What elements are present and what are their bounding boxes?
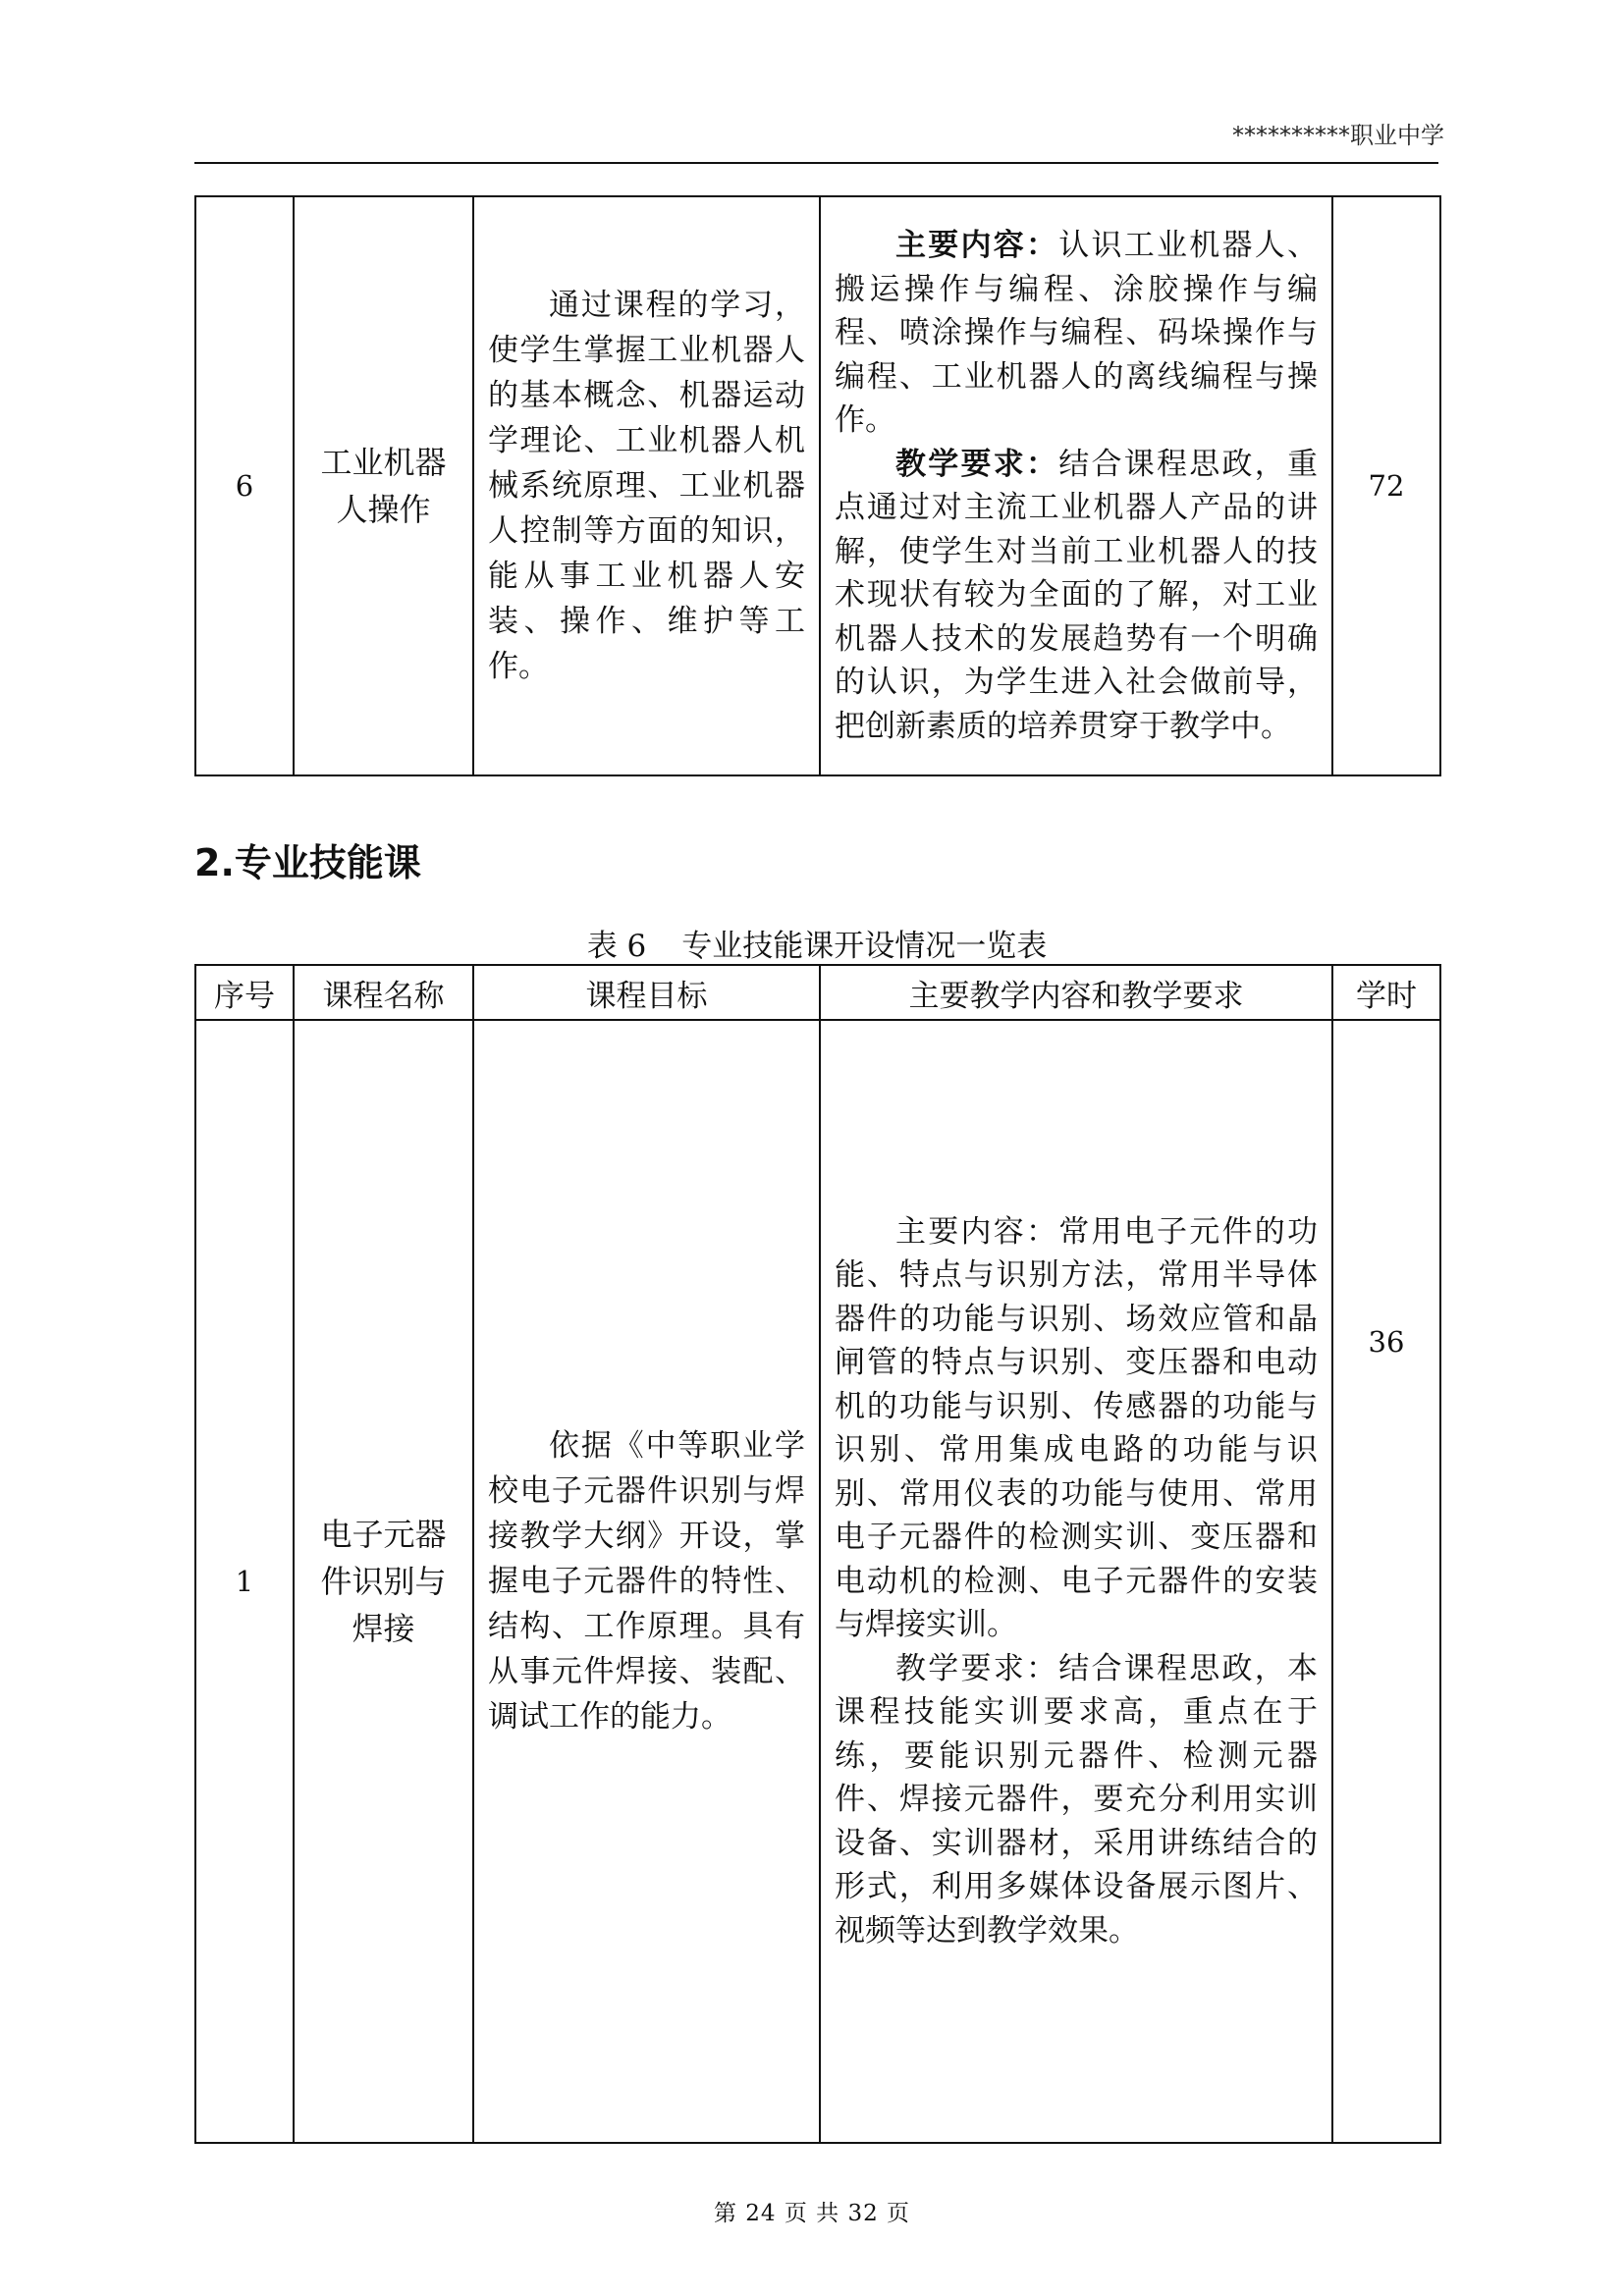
requirements-paragraph — [835, 443, 1348, 749]
table-caption-text: 专业技能课开设情况一览表 — [681, 929, 1048, 964]
main-content-paragraph: 主要内容：常用电子元件的功能、特点与识别方法，常用半导体器件的功能与识别、场效应管和晶闸管的特点与识别、变压器和电动机的功能与识别、传感器的功能与识别、常用集成电路的功能与识别、常用仪表的功能与使用、常用电子元器件的检测实训、变压器和电动机的检测、电子元器件的安装与焊接实训。 — [835, 1213, 1318, 1643]
table-caption — [194, 921, 1439, 965]
header-divider — [194, 162, 1438, 164]
page-number: 第 24 页 共 32 页 — [713, 2201, 911, 2226]
header-course-name: 课程名称 — [294, 965, 473, 1020]
header-hours: 学时 — [1332, 965, 1440, 1020]
row-number: 1 — [195, 1020, 294, 2143]
course-goal-text: 依据《中等职业学校电子元器件识别与焊接教学大纲》开设，掌握电子元器件的特性、结构、工作原理。具有从事元件焊接、装配、调试工作的能力。 — [488, 1428, 805, 1735]
course-content — [820, 196, 1348, 775]
table-header-row — [195, 965, 1440, 1020]
course-hours: 72 — [1332, 196, 1440, 775]
skills-course-table — [194, 964, 1441, 2144]
main-content-label: 主要内容： — [895, 228, 1059, 263]
requirements-label: 教学要求： — [895, 446, 1059, 482]
section-title: 2.专业技能课 — [194, 841, 421, 884]
course-name: 电子元器件识别与焊接 — [294, 1020, 473, 2143]
table-row — [195, 1020, 1440, 2143]
course-table-continued — [194, 195, 1441, 776]
header-content-requirements: 主要教学内容和教学要求 — [820, 965, 1332, 1020]
requirements-text: 结合课程思政，重 点通过对主流工业机器人产品的讲解，使学生对当前工业机器人的技术现状有较为全面的了解，对工业机器人技术的发展趋势有一个明确的认识，为学生进入社会做前导，把创新素质的培养贯穿于教学中。 — [835, 446, 1348, 744]
course-goal-text: 通过课程的学习，使学生掌握工业机器人的基本概念、机器运动学理论、工业机器人机械系统原理、工业机器人控制等方面的知识，能从事工业机器人安装、操作、维护等工作。 — [488, 288, 805, 684]
course-hours: 36 — [1332, 1020, 1440, 2143]
header-number: 序号 — [195, 965, 294, 1020]
requirements-paragraph: 教学要求：结合课程思政，本课程技能实训要求高，重点在于练，要能识别元器件、检测元器件、焊接元器件，要充分利用实训设备、实训器材，采用讲练结合的形式，利用多媒体设备展示图片、视频等达到教学效果。 — [835, 1650, 1318, 1949]
course-goal — [473, 1020, 820, 2143]
course-goal — [473, 196, 820, 775]
table-row — [195, 196, 1440, 775]
course-content — [820, 1020, 1332, 2143]
main-content-text: 认识工业机器人、搬运操作与编程、涂胶操作与编程、喷涂操作与编程、码垛操作与编程、工业机器人的离线编程与操作。 — [835, 228, 1318, 438]
row-number: 6 — [195, 196, 294, 775]
header-course-goal: 课程目标 — [473, 965, 820, 1020]
course-name: 工业机器人操作 — [294, 196, 473, 775]
main-content-paragraph — [835, 224, 1318, 443]
table-caption-label: 表 6 — [586, 929, 647, 964]
header-school-name: **********职业中学 — [1232, 122, 1444, 149]
